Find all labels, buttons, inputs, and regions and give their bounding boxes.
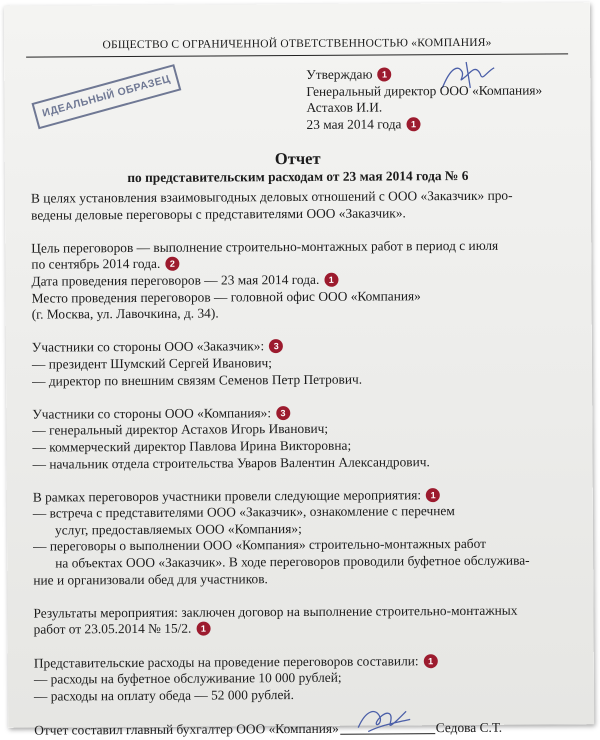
signature-line: Отчет составил главный бухгалтер ООО «Компания» Седова С.Т. <box>34 718 570 739</box>
note-badge: 1 <box>196 622 210 636</box>
organization-header: ОБЩЕСТВО С ОГРАНИЧЕННОЙ ОТВЕТСТВЕННОСТЬЮ «КОМПАНИЯ» <box>102 36 492 52</box>
paragraph-expenses: Представительские расходы на проведение переговоров составили: 1 — расходы на буфетное обслуживание 10 000 рублей; — расходы на оплату обеда — 52 000 рублей. <box>34 652 570 705</box>
note-badge: 3 <box>276 406 290 420</box>
approval-line-3: Астахов И.И. <box>306 99 383 116</box>
report-title-main: Отчет <box>274 148 321 169</box>
paragraph-goal: Цель переговоров — выполнение строительно-монтажных работ в период с июля по сентябрь 2014 года. 2 Дата проведения переговоров — 23 мая 2014 года. 1 Место проведения переговоров — головной офис ООО «Компания» (г. Москва, ул. Лавочкина, д. 34). <box>31 237 499 322</box>
report-title <box>5 147 591 187</box>
approval-line-1: Утверждаю 1 <box>306 66 542 84</box>
paragraph-results: Результаты мероприятия: заключен договор на выполнение строительно-монтажных работ от 23.05.2014 № 15/2. 1 <box>33 602 518 638</box>
note-badge: 2 <box>165 257 179 271</box>
approval-block <box>306 66 542 134</box>
paragraph-purpose: В целях установления взаимовыгодных деловых отношений с ООО «Заказчик» про- ведены деловые переговоры с представителями ООО «Заказчик». <box>30 187 513 223</box>
note-badge: 1 <box>424 654 438 668</box>
note-badge: 1 <box>406 117 420 131</box>
paragraph-activities: В рамках переговоров участники провели следующие мероприятия: 1 — встреча с представителями ООО «Заказчик», ознакомление с перечнем услуг, предоставляемых ООО «Компания»; — переговоры о выполнении ООО «Компания» строительно-монтажных работ на объектах ООО «Заказчик». В ходе переговоров проводили буфетное обслужива- ние и организовали обед для участников. <box>32 486 530 588</box>
note-badge: 1 <box>324 273 338 287</box>
note-badge: 1 <box>426 488 440 502</box>
accountant-signature <box>340 719 435 735</box>
approval-line-2: Генеральный директор ООО «Компания» <box>306 82 543 99</box>
report-body <box>31 187 570 739</box>
note-badge: 1 <box>377 67 391 81</box>
document-sheet <box>4 2 594 738</box>
paragraph-company-participants: Участники со стороны ООО «Компания»: 3 — генеральный директор Астахов Игорь Иванович; — коммерческий директор Павлова Ирина Викторовна; — начальник отдела строительства Уваров Валентин Александрович. <box>32 404 430 472</box>
sample-stamp: ИДЕАЛЬНЫЙ ОБРАЗЕЦ <box>31 64 181 129</box>
approval-line-4: 23 мая 2014 года 1 <box>306 115 542 133</box>
paragraph-client-participants: Участники со стороны ООО «Заказчик»: 3 — президент Шумский Сергей Иванович; — директор по внешним связям Семенов Петр Петрович. <box>31 338 363 389</box>
note-badge: 3 <box>269 339 283 353</box>
report-title-sub: по представительским расходам от 23 мая 2014 года № 6 <box>127 167 469 186</box>
